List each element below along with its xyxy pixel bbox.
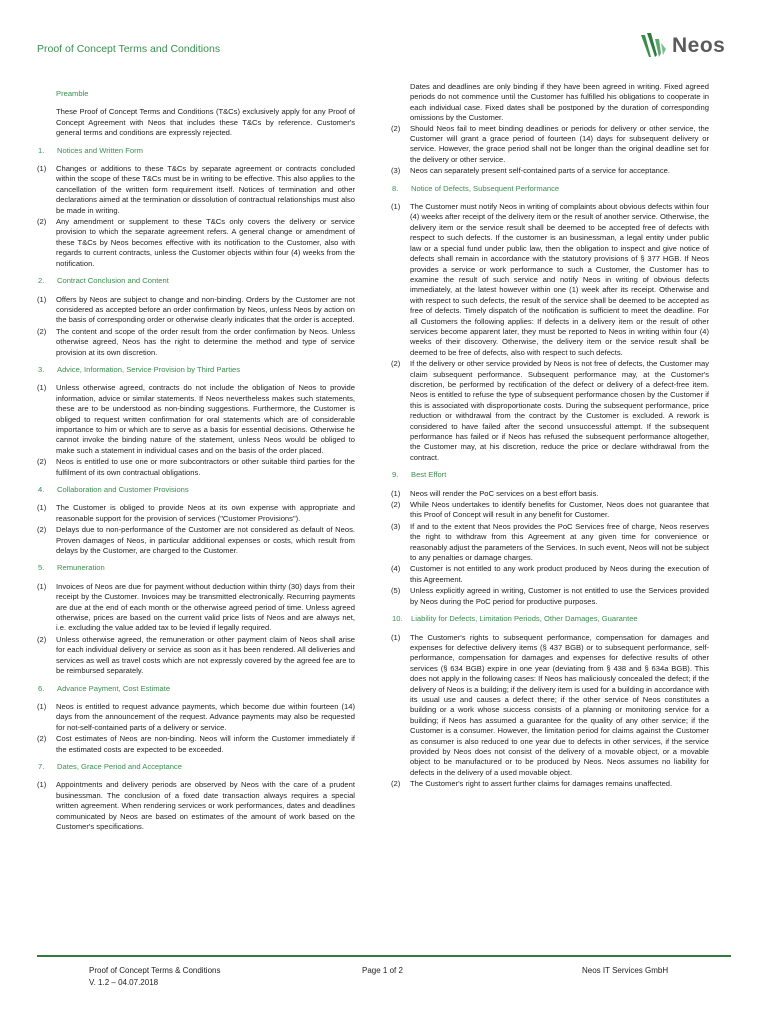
continued-text: Dates and deadlines are only binding if they have been agreed in writing. Fixed agreed periods do not commence until the Customer has fulfilled his obligations to cooperate in each individual case. Fixed dates shall be postponed by the duration of corresponding omissions by the Customer.: [410, 82, 709, 123]
list-item: (1) Neos is entitled to request advance payments, which become due within fourteen (14) days from the announcement of the request. Advance payments may also be requested for not-self-contained parts of a delivery or service.: [37, 701, 355, 732]
section-heading: 8. Notice of Defects, Subsequent Performance: [392, 183, 560, 193]
footer-page-number: Page 1 of 2: [362, 966, 403, 975]
list-item: (4) Customer is not entitled to any work product produced by Neos during the execution of this Agreement.: [391, 564, 709, 584]
list-item: (3) Neos can separately present self-contained parts of a service for acceptance.: [391, 166, 671, 176]
section-3: [37, 365, 355, 478]
section-heading: Preamble: [56, 89, 89, 98]
left-column: [37, 82, 355, 833]
section-2: [37, 276, 355, 358]
section-heading: 3. Advice, Information, Service Provision by Third Parties: [38, 364, 241, 374]
section-heading: 2. Contract Conclusion and Content: [38, 276, 169, 286]
list-item: (2) Neos is entitled to use one or more subcontractors or other suitable third parties for the fulfilment of its own contractual obligations.: [37, 457, 355, 477]
list-item: (1) The Customer must notify Neos in writing of complaints about obvious defects within four (4) weeks after receipt of the delivery item or the result of another service. Otherwise, the delivery item or the service result shall be deemed to be accepted free of defects with respect to such defects. If the customer is an businessman, a legal entity under public law or a special fund under public law, then the obligation to inspect and give notice of defects shall remain in accordance with the statutory provisions of § 377 HGB. If Neos provides a service or work performance to such a Customer, the Customer has to examine the result of such service and notify Neos in writing of obvious defects immediately, at the latest however within one (1) week after its receipt. Otherwise and with respect to such defects, the result of the service shall be deemed to be accepted as free of defects. Timely dispatch of the notification is sufficient to meet the deadline. For all Customers the following applies: If defects in a delivery item or the result of other services become apparent later, they must be reported to Neos in writing within four (4) weeks of their discovery. Otherwise, the delivery item or the service result shall be deemed to be free of defects, also with respect to such defects.: [391, 202, 709, 357]
list-item: (2) Should Neos fail to meet binding deadlines or periods for delivery or other service, the Customer will grant a grace period of fourteen (14) days for subsequent delivery or service. However, the grace period shall not be longer than the original deadline set for the delivery or other service.: [391, 123, 709, 164]
list-item: (3) If and to the extent that Neos provides the PoC Services free of charge, Neos reserves the right to withdraw from this Agreement at any given time for convenience or reasonably adjust the parameters of the Services. In such event, Neos will not be subject to any penalties or damage charges.: [391, 521, 709, 563]
list-item: (1) Changes or additions to these T&Cs by separate agreement or contracts concluded within the scope of these T&Cs must be in writing to be effective. This also applies to the cancellation of the written form requirement itself. Notices of termination and other declarations aimed at the termination or dissolution of contractual relationships must also be made in writing.: [37, 164, 355, 215]
section-heading: 9. Best Effort: [392, 470, 447, 480]
logo-wordmark: Neos: [672, 34, 726, 57]
section-8: [391, 184, 709, 464]
section-7: [37, 762, 355, 832]
list-item: (1) The Customer is obliged to provide Neos at its own expense with appropriate and reasonable support for the provision of services ("Customer Provisions").: [37, 503, 355, 523]
list-item: (1) Neos will render the PoC services on a best effort basis.: [391, 488, 599, 498]
neos-leaf-icon: [637, 31, 671, 61]
section-6: [37, 684, 355, 755]
section-5: [37, 563, 355, 676]
neos-logo: [637, 30, 737, 62]
footer-version: V. 1.2 – 04.07.2018: [89, 978, 159, 987]
list-item: (2) The Customer's right to assert further claims for damages remains unaffected.: [391, 779, 673, 789]
section-heading: 5. Remuneration: [38, 563, 105, 573]
list-item: (2) Unless otherwise agreed, the remuneration or other payment claim of Neos shall arise for each individual delivery or service as soon as it has been rendered. All deliveries and services as well as travel costs which are not expressly covered by the agreed fee are to be reimbursed separately.: [37, 634, 355, 676]
list-item: (1) The Customer's rights to subsequent performance, compensation for damages and expenses for defective delivery items (§ 437 BGB) or to subsequent performance, self-performance, compensation for damages and expenses for defective results of other services (§ 634 BGB) expire in one year (deviating from § 438 and § 634a BGB). This does not apply in the following cases: If Neos has maliciously concealed the defect; if the delivery of Neos is a building; if the delivery item is used for a building in accordance with its usual use and causes a defect there; if the other service of Neos constitutes a building or a work whose success consists of a planning or monitoring service for a building; if Neos has assumed a guarantee for the quality of any other service; if the Customer is a consumer. However, the limitation period for claims against the Customer as consumer is also reduced to one year due to defects in other services, if the service provided by Neos does not consist of the delivery of a movable object, or a movable object to be manufactured or to be produced by Neos. Neos assumes no liability for defects in the delivery of a used movable object.: [391, 632, 709, 777]
section-heading: 7. Dates, Grace Period and Acceptance: [38, 761, 182, 771]
list-item: (2) While Neos undertakes to identify benefits for Customer, Neos does not guarantee that this Proof of Concept will result in any benefit for Customer.: [391, 500, 709, 520]
section-9: [391, 470, 709, 607]
section-heading: 4. Collaboration and Customer Provisions: [38, 485, 189, 494]
section-1: [37, 146, 355, 269]
section-4: [37, 485, 355, 556]
section-10: [391, 614, 709, 790]
list-item: (2) Delays due to non-performance of the Customer are not considered as default of Neos. Proven damages of Neos, in particular additional expenses or costs, which result from delays by the Customer, are charged to the Customer.: [37, 525, 355, 556]
list-item: (5) Unless explicitly agreed in writing, Customer is not entitled to use the Services provided by Neos during the PoC period for productive purposes.: [391, 586, 709, 606]
footer-document-info: [89, 965, 220, 989]
footer-company: Neos IT Services GmbH: [582, 966, 669, 975]
section-heading: 6. Advance Payment, Cost Estimate: [38, 683, 171, 693]
list-item: (2) If the delivery or other service provided by Neos is not free of defects, the Customer may claim subsequent performance. Subsequent performance may, at the Customer's discretion, be performed by rectification of the defect or delivery of a defect-free item. Neos is entitled to refuse the type of subsequent performance chosen by the Customer if this is associated with disproportionate costs. During the subsequent performance, price reduction or withdrawal from the contract by the Customer is excluded. A rework is considered to have failed after the second unsuccessful attempt. If the subsequent performance has failed or if Neos has refused the subsequent performance altogether, the Customer may, at his discretion, reduce the price or declare withdrawal from the contract.: [391, 359, 709, 462]
preamble-section: [56, 89, 355, 139]
footer-divider: [37, 955, 731, 957]
preamble-text: These Proof of Concept Terms and Conditions (T&Cs) exclusively apply for any Proof of Concept Agreement with Neos that includes these T&Cs by reference. Customer's general terms and conditions are expressly rejected.: [56, 107, 355, 138]
list-item: (1) Offers by Neos are subject to change and non-binding. Orders by the Customer are not considered as accepted before an order confirmation by Neos, unless Neos by action on the basis of corresponding order or otherwise clearly indicates that the order is accepted.: [37, 294, 355, 325]
list-item: (2) The content and scope of the order result from the order confirmation by Neos. Unless otherwise agreed, Neos has the right to determine the method and type of service provision at its own discretion.: [37, 326, 355, 357]
list-item: (2) Any amendment or supplement to these T&Cs only covers the delivery or service provision to which the separate agreement refers. A general change or amendment of these T&Cs by Neos becomes effective with its notification to the Customer, also with regards to current contracts, unless the Customer objects within four (4) weeks from the notification.: [37, 217, 355, 268]
list-item: (1) Unless otherwise agreed, contracts do not include the obligation of Neos to provide information, advice or similar statements. If Neos nevertheless makes such statements, these are to be understood as non-binding suggestions. Furthermore, the Customer is obliged to request written confirmation for oral statements which are of considerable importance to him or which are to serve as a basis for essential decisions. Otherwise he cannot invoke the binding nature of the statement, unless Neos would be obliged to make such a statement in individual cases and on the basis of the order placed.: [37, 383, 355, 455]
list-item: (1) Invoices of Neos are due for payment without deduction within thirty (30) days from their receipt by the Customer. Invoices may be transmitted electronically. Recurring payments are due at the end of each month or the otherwise agreed period of time. Unless agreed otherwise, prices are based on the current valid price lists of Neos and are always net, i.e. excluding the value added tax to be levied if legally required.: [37, 581, 355, 633]
list-item: (2) Cost estimates of Neos are non-binding. Neos will inform the Customer immediately if the estimated costs are expected to be exceeded.: [37, 734, 355, 754]
section-heading: 10. Liability for Defects, Limitation Periods, Other Damages, Guarantee: [392, 614, 638, 624]
footer-doc-title: Proof of Concept Terms & Conditions: [89, 966, 221, 975]
section-heading: 1. Notices and Written Form: [38, 145, 143, 155]
list-item: (1) Appointments and delivery periods are observed by Neos with the care of a prudent businessman. The conclusion of a fixed date transaction always requires a special written agreement. When rendering services or work performances, dates and deadlines communicated by Neos are based on estimates of the amount of work based on the Customer's specifications.: [37, 780, 355, 831]
page-title: Proof of Concept Terms and Conditions: [37, 43, 221, 55]
right-column: [391, 82, 709, 791]
